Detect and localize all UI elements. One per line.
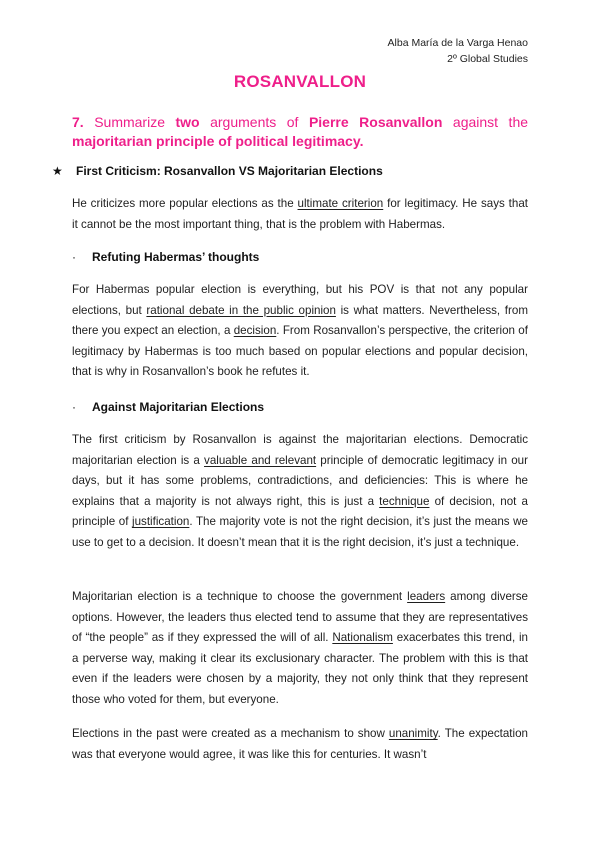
section-heading-text: First Criticism: Rosanvallon VS Majoritarian Elections xyxy=(76,164,383,178)
question-emphasis: majoritarian principle of political legitimacy. xyxy=(72,133,364,149)
subheading-text: Against Majoritarian Elections xyxy=(92,400,265,414)
paragraph xyxy=(72,587,528,711)
subheading-text: Refuting Habermas’ thoughts xyxy=(92,250,260,264)
bullet-dot-icon: · xyxy=(72,400,76,414)
question-text: arguments of xyxy=(199,114,309,130)
underlined-phrase: Nationalism xyxy=(332,631,393,645)
paragraph-text: for legitimacy. He says that it cannot be the most important thing, that is the problem with Habermas. xyxy=(72,197,528,231)
page-title: ROSANVALLON xyxy=(233,72,367,91)
question-emphasis: Pierre Rosanvallon xyxy=(308,114,443,130)
author-name: Alba María de la Varga Henao xyxy=(387,37,528,49)
paragraph-text: of decision, not a principle of xyxy=(72,494,528,529)
underlined-phrase: decision xyxy=(233,324,277,338)
section-heading xyxy=(52,164,383,178)
course-name: 2º Global Studies xyxy=(447,53,528,65)
paragraph-text: . The majority vote is not the right decision, it’s just the means we use to get to a decision. It doesn’t mean that it is the right decision, it’s just a technique. xyxy=(72,515,528,549)
question-number: 7. xyxy=(72,114,84,130)
underlined-phrase: rational debate in the public opinion xyxy=(146,303,336,317)
paragraph-text: Elections in the past were created as a mechanism to show xyxy=(72,727,389,740)
paragraph-text: . The expectation was that everyone would agree, it was like this for centuries. It wasn’t xyxy=(72,727,528,761)
paragraph-text: . From Rosanvallon’s perspective, the criterion of legitimacy by Habermas is too much based on popular elections and popular decision, that is why in Rosanvallon’s book he refutes it. xyxy=(72,324,528,379)
underlined-phrase: unanimity xyxy=(388,727,438,740)
paragraph-text: is what matters. Nevertheless, from there you expect an election, a xyxy=(72,303,528,338)
paragraph-text: For Habermas popular election is everything, but his POV is that not any popular elections, but xyxy=(72,283,528,317)
paragraph-text: exacerbates this trend, in a perverse way, making it clear its exclusionary character. The problem with this is that even if the leaders were chosen by a majority, they not only think that they represent those who voted for them, but everyone. xyxy=(72,631,528,706)
bullet-dot-icon: · xyxy=(72,250,76,264)
author-header xyxy=(388,35,528,67)
paragraph xyxy=(72,430,528,554)
underlined-phrase: technique xyxy=(379,494,430,508)
paragraph-text: He criticizes more popular elections as the xyxy=(72,197,298,210)
question-emphasis: two xyxy=(175,114,200,130)
paragraph-text: among diverse options. However, the leaders thus elected tend to assume that they are representatives of “the people” as if they expressed the will of all. xyxy=(72,590,529,645)
underlined-phrase: valuable and relevant xyxy=(204,453,317,467)
paragraph xyxy=(72,724,528,765)
paragraph xyxy=(72,280,528,383)
underlined-phrase: justification xyxy=(132,515,190,529)
star-icon: ★ xyxy=(52,164,63,178)
underlined-phrase: leaders xyxy=(407,590,446,603)
paragraph-text: principle of democratic legitimacy in our days, but it has some problems, contradictions, and deficiencies: This is where he explains that a majority is not always right, this is just a xyxy=(72,453,528,508)
subheading xyxy=(72,400,264,414)
paragraph-text: The first criticism by Rosanvallon is against the majoritarian elections. Democratic majoritarian election is a xyxy=(72,433,528,467)
question-text: Summarize xyxy=(83,114,176,130)
underlined-phrase: ultimate criterion xyxy=(297,197,384,210)
subheading xyxy=(72,250,259,264)
paragraph-text: Majoritarian election is a technique to choose the government xyxy=(72,590,408,603)
paragraph xyxy=(72,194,528,235)
question-text: against the xyxy=(442,114,529,130)
question-prompt xyxy=(72,113,528,151)
